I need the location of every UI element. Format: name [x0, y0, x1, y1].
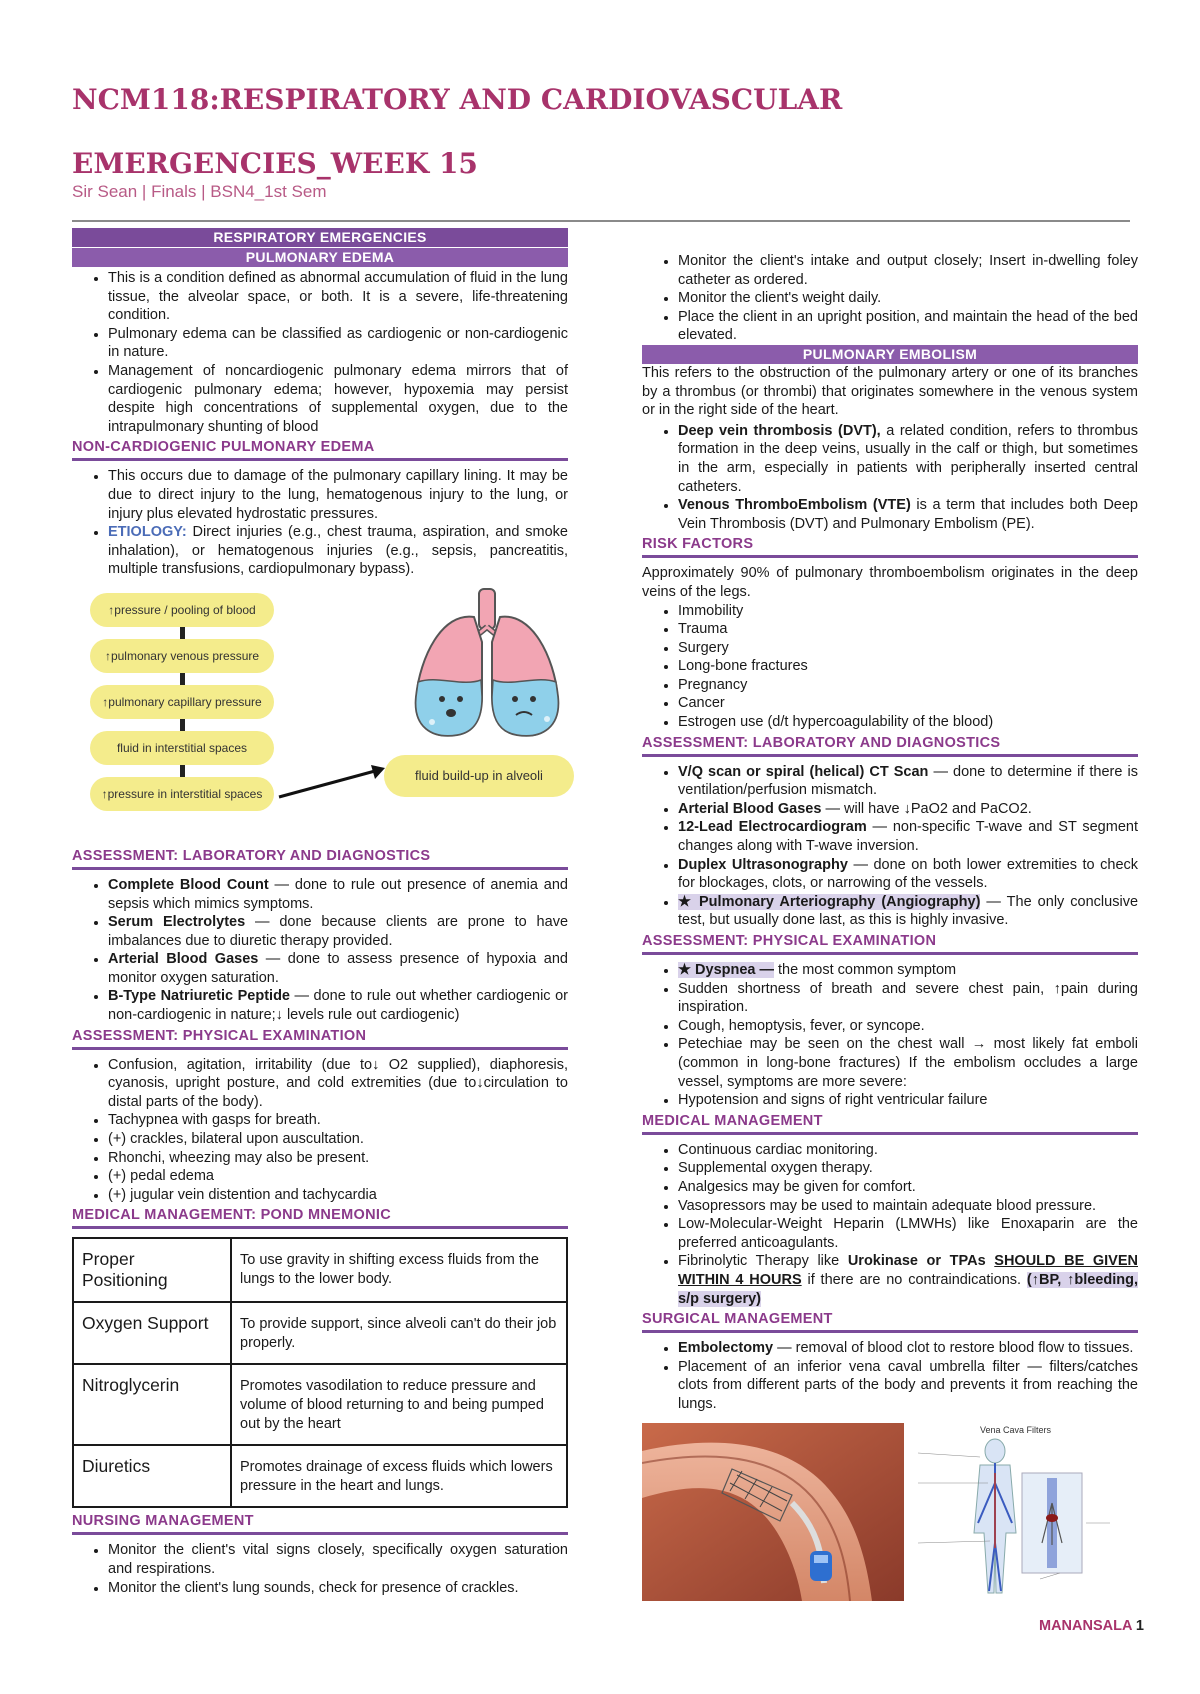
list-item: • Sudden shortness of breath and severe chest pain, ↑pain during inspiration.	[678, 980, 1138, 1017]
lab-term: 12-Lead Electrocardiogram	[678, 819, 867, 836]
lab-term: B-Type Natriuretic Peptide	[108, 988, 290, 1005]
flow-result: fluid build-up in alveoli	[384, 755, 574, 797]
lab-term: Duplex Ultrasonography	[678, 856, 848, 873]
star-test-term: ★ Pulmonary Arteriography (Angiography)	[678, 893, 981, 910]
list-item: • Cancer	[678, 694, 1138, 713]
fib-text	[986, 1253, 995, 1269]
pe-lab-list	[642, 763, 1138, 930]
def-term: Venous ThromboEmbolism (VTE)	[678, 497, 911, 514]
table-row	[73, 1364, 567, 1445]
surgical-management-list	[642, 1339, 1138, 1413]
def-text: is a term that includes both Deep Vein Thrombosis (DVT) and Pulmonary Embolism (PE).	[678, 497, 1138, 532]
fib-text: Fibrinolytic Therapy like	[678, 1253, 848, 1270]
embolectomy-term: Embolectomy	[678, 1340, 774, 1357]
list-item	[108, 913, 568, 950]
table-row	[73, 1238, 567, 1302]
header-divider	[72, 220, 1130, 222]
pe-exam-heading: ASSESSMENT: PHYSICAL EXAMINATION	[642, 932, 1138, 955]
list-item: • Pregnancy	[678, 676, 1138, 695]
list-item: • Monitor the client's intake and output closely; Insert in-dwelling foley catheter as ordered.	[678, 252, 1138, 289]
table-row	[73, 1445, 567, 1507]
page-subtitle: Sir Sean | Finals | BSN4_1st Sem	[72, 182, 327, 201]
list-item	[678, 1252, 1138, 1308]
list-item: • Monitor the client's vital signs closely, specifically oxygen saturation and respirations.	[108, 1541, 568, 1578]
lab-text: — non-specific T-wave and ST segment changes along with T-wave inversion.	[678, 819, 1138, 855]
star-test-text: — The only conclusive test, but usually done last, as this is highly invasive.	[678, 893, 1139, 929]
list-item: • Monitor the client's weight daily.	[678, 289, 1138, 308]
list-item: • This occurs due to damage of the pulmonary capillary lining. It may be due to direct injury to the lung, hematogenous injury to the lung, or injury plus elevated hydrostatic pressures.	[108, 467, 568, 523]
section-bar-pulmonary-embolism: PULMONARY EMBOLISM	[642, 345, 1138, 364]
lab-term: Arterial Blood Gases	[678, 800, 822, 817]
edema-infographic	[72, 587, 568, 837]
pond-heading: MEDICAL MANAGEMENT: POND MNEMONIC	[72, 1206, 568, 1229]
lungs-illustration-icon	[402, 587, 572, 747]
lab-diagnostics-list	[72, 876, 568, 1025]
right-column	[642, 252, 1138, 1601]
flow-connector	[180, 627, 185, 639]
flow-step: ↑pulmonary venous pressure	[90, 639, 274, 673]
page-footer	[1039, 1618, 1144, 1634]
section-bar-pulmonary-edema: PULMONARY EDEMA	[72, 248, 568, 267]
pond-table	[72, 1237, 568, 1508]
fib-emphasis: SHOULD BE GIVEN WITHIN 4 HOURS	[678, 1253, 1138, 1288]
page-number: 1	[1135, 1618, 1144, 1634]
lab-text: — done because clients are prone to have imbalances due to diuretic therapy provided.	[108, 914, 569, 949]
list-item: • Confusion, agitation, irritability (due to↓ O2 supplied), diaphoresis, cyanosis, upright posture, and cold extremities (due to↓circulation to distal parts of the body).	[108, 1056, 568, 1112]
dyspnea-term: ★ Dyspnea —	[678, 962, 774, 978]
flow-step: ↑pressure in interstitial spaces	[90, 777, 274, 811]
pe-definitions-list	[642, 422, 1138, 534]
surgical-images	[642, 1423, 1138, 1601]
list-item: • Rhonchi, wheezing may also be present.	[108, 1149, 568, 1168]
nursing-cont-list	[642, 252, 1138, 345]
lab-text: — will have ↓PaO2 and PaCO2.	[821, 800, 1032, 817]
nursing-list	[72, 1541, 568, 1597]
fib-text: if there are no contraindications.	[801, 1271, 1022, 1288]
table-row	[73, 1302, 567, 1364]
physical-exam-list	[72, 1056, 568, 1205]
list-item: • Hypotension and signs of right ventricular failure	[678, 1091, 1138, 1110]
list-item: • Tachypnea with gasps for breath.	[108, 1111, 568, 1130]
lab-text: — done on both lower extremities to check for blockages, clots, or narrowing of the vessels.	[678, 856, 1139, 892]
vena-cava-figure-title: Vena Cava Filters	[980, 1425, 1052, 1436]
nursing-heading: NURSING MANAGEMENT	[72, 1512, 568, 1535]
medical-management-heading: MEDICAL MANAGEMENT	[642, 1112, 1138, 1135]
list-item	[678, 893, 1138, 930]
list-item	[678, 961, 1138, 980]
pe-lab-heading: ASSESSMENT: LABORATORY AND DIAGNOSTICS	[642, 734, 1138, 757]
list-item: • Estrogen use (d/t hypercoagulability of the blood)	[678, 713, 1138, 732]
fib-term: Urokinase or TPAs	[847, 1253, 986, 1270]
risk-factors-heading: RISK FACTORS	[642, 535, 1138, 558]
list-item: • Surgery	[678, 639, 1138, 658]
list-item: • Cough, hemoptysis, fever, or syncope.	[678, 1017, 1138, 1036]
footer-name: MANANSALA	[1038, 1618, 1132, 1634]
list-item	[678, 422, 1138, 496]
fib-contraindications: (↑BP, ↑bleeding, s/p surgery)	[678, 1271, 1138, 1307]
lab-diagnostics-heading: ASSESSMENT: LABORATORY AND DIAGNOSTICS	[72, 847, 568, 870]
lab-term: Arterial Blood Gases	[108, 951, 259, 968]
lab-term: V/Q scan or spiral (helical) CT Scan	[678, 763, 929, 780]
flow-connector	[180, 719, 185, 731]
risk-factors-list	[642, 602, 1138, 732]
list-item: • (+) pedal edema	[108, 1167, 568, 1186]
list-item: • Continuous cardiac monitoring.	[678, 1141, 1138, 1160]
list-item: • (+) jugular vein distention and tachycardia	[108, 1186, 568, 1205]
section-bar-respiratory: RESPIRATORY EMERGENCIES	[72, 228, 568, 247]
list-item	[678, 818, 1138, 855]
pond-desc: Promotes drainage of excess fluids which lowers pressure in the heart and lungs.	[231, 1445, 567, 1507]
list-item	[678, 800, 1138, 819]
lab-text: — done to rule out presence of anemia and sepsis which mimics symptoms.	[108, 876, 568, 912]
list-item	[108, 950, 568, 987]
pe-intro: This refers to the obstruction of the pulmonary artery or one of its branches by a thrombus (or thrombi) that originates somewhere in the venous system or in the right side of the heart.	[642, 364, 1138, 419]
list-item: • Immobility	[678, 602, 1138, 621]
flow-connector	[180, 765, 185, 777]
lab-term: Complete Blood Count	[108, 876, 269, 893]
flow-step: ↑pulmonary capillary pressure	[90, 685, 274, 719]
lab-text: — done to rule out whether cardiogenic or non-cardiogenic in nature;↓ levels rule out cardiogenic)	[108, 988, 568, 1024]
list-item	[108, 876, 568, 913]
noncardio-heading: NON-CARDIOGENIC PULMONARY EDEMA	[72, 438, 568, 461]
list-item: • (+) crackles, bilateral upon auscultation.	[108, 1130, 568, 1149]
list-item: • Analgesics may be given for comfort.	[678, 1178, 1138, 1197]
page-title: NCM118:RESPIRATORY AND CARDIOVASCULAR EMERGENCIES_WEEK 15	[72, 83, 843, 180]
pond-term: Diuretics	[73, 1445, 231, 1507]
pond-desc: To provide support, since alveoli can't do their job properly.	[231, 1302, 567, 1364]
etiology-text: Direct injuries (e.g., chest trauma, aspiration, and smoke inhalation), or hematogenous injuries (e.g., sepsis, pancreatitis, multiple transfusions, cardiopulmonary bypass).	[108, 524, 568, 578]
list-item: • Long-bone fractures	[678, 657, 1138, 676]
surgical-management-heading: SURGICAL MANAGEMENT	[642, 1310, 1138, 1333]
flow-step: fluid in interstitial spaces	[90, 731, 274, 765]
noncardio-list	[72, 467, 568, 579]
left-column	[72, 228, 568, 1597]
list-item: • Supplemental oxygen therapy.	[678, 1159, 1138, 1178]
list-item	[678, 496, 1138, 533]
pond-desc: Promotes vasodilation to reduce pressure and volume of blood returning to and being pumped out by the heart	[231, 1364, 567, 1445]
list-item: • Management of noncardiogenic pulmonary edema mirrors that of cardiogenic pulmonary edema; however, hypoxemia may persist despite high concentrations of supplemental oxygen, due to the intrapulmonary shunting of blood	[108, 362, 568, 436]
physical-exam-heading: ASSESSMENT: PHYSICAL EXAMINATION	[72, 1027, 568, 1050]
list-item: • Pulmonary edema can be classified as cardiogenic or non-cardiogenic in nature.	[108, 325, 568, 362]
pe-exam-list	[642, 961, 1138, 1110]
medical-management-list	[642, 1141, 1138, 1308]
list-item: • Trauma	[678, 620, 1138, 639]
list-item: • Low-Molecular-Weight Heparin (LMWHs) like Enoxaparin are the preferred anticoagulants.	[678, 1215, 1138, 1252]
list-item: • Vasopressors may be used to maintain adequate blood pressure.	[678, 1197, 1138, 1216]
list-item	[108, 987, 568, 1024]
risk-intro: Approximately 90% of pulmonary thromboembolism originates in the deep veins of the legs.	[642, 565, 1138, 600]
etiology-label: ETIOLOGY:	[108, 524, 187, 541]
edema-intro-list	[72, 269, 568, 436]
pond-term: Proper Positioning	[73, 1238, 231, 1302]
pond-term: Nitroglycerin	[73, 1364, 231, 1445]
list-item: • Petechiae may be seen on the chest wall → most likely fat emboli (common in long-bone fractures) If the embolism occludes a large vessel, symptoms are more severe:	[678, 1035, 1138, 1091]
list-item: • Monitor the client's lung sounds, check for presence of crackles.	[108, 1579, 568, 1598]
list-item	[678, 856, 1138, 893]
pond-term: Oxygen Support	[73, 1302, 231, 1364]
flow-arrow-icon	[277, 757, 387, 802]
embolectomy-text: — removal of blood clot to restore blood flow to tissues.	[773, 1340, 1134, 1357]
lab-text: — done to determine if there is ventilation/perfusion mismatch.	[678, 763, 1138, 799]
list-item	[108, 523, 568, 579]
list-item: • Placement of an inferior vena caval umbrella filter — filters/catches clots from different parts of the body and prevents it from reaching the lungs.	[678, 1358, 1138, 1414]
dyspnea-text: the most common symptom	[774, 962, 957, 978]
catheter-embolectomy-image-icon	[642, 1423, 904, 1601]
list-item: • This is a condition defined as abnormal accumulation of fluid in the lung tissue, the alveolar space, or both. It is a severe, life-threatening condition.	[108, 269, 568, 325]
flow-connector	[180, 673, 185, 685]
list-item	[678, 1339, 1138, 1358]
def-text: a related condition, refers to thrombus formation in the deep veins, usually in the calf or thigh, but sometimes in the arm, especially in patients with peripherally inserted central catheters.	[678, 422, 1138, 495]
def-term: Deep vein thrombosis (DVT),	[678, 422, 881, 439]
list-item: • Place the client in an upright position, and maintain the head of the bed elevated.	[678, 308, 1138, 345]
pond-desc: To use gravity in shifting excess fluids from the lungs to the lower body.	[231, 1238, 567, 1302]
list-item	[678, 763, 1138, 800]
vena-cava-filter-diagram-icon	[910, 1423, 1138, 1601]
lab-text: — done to assess presence of hypoxia and monitor oxygen saturation.	[108, 951, 568, 986]
lab-term: Serum Electrolytes	[108, 914, 246, 931]
flow-step: ↑pressure / pooling of blood	[90, 593, 274, 627]
